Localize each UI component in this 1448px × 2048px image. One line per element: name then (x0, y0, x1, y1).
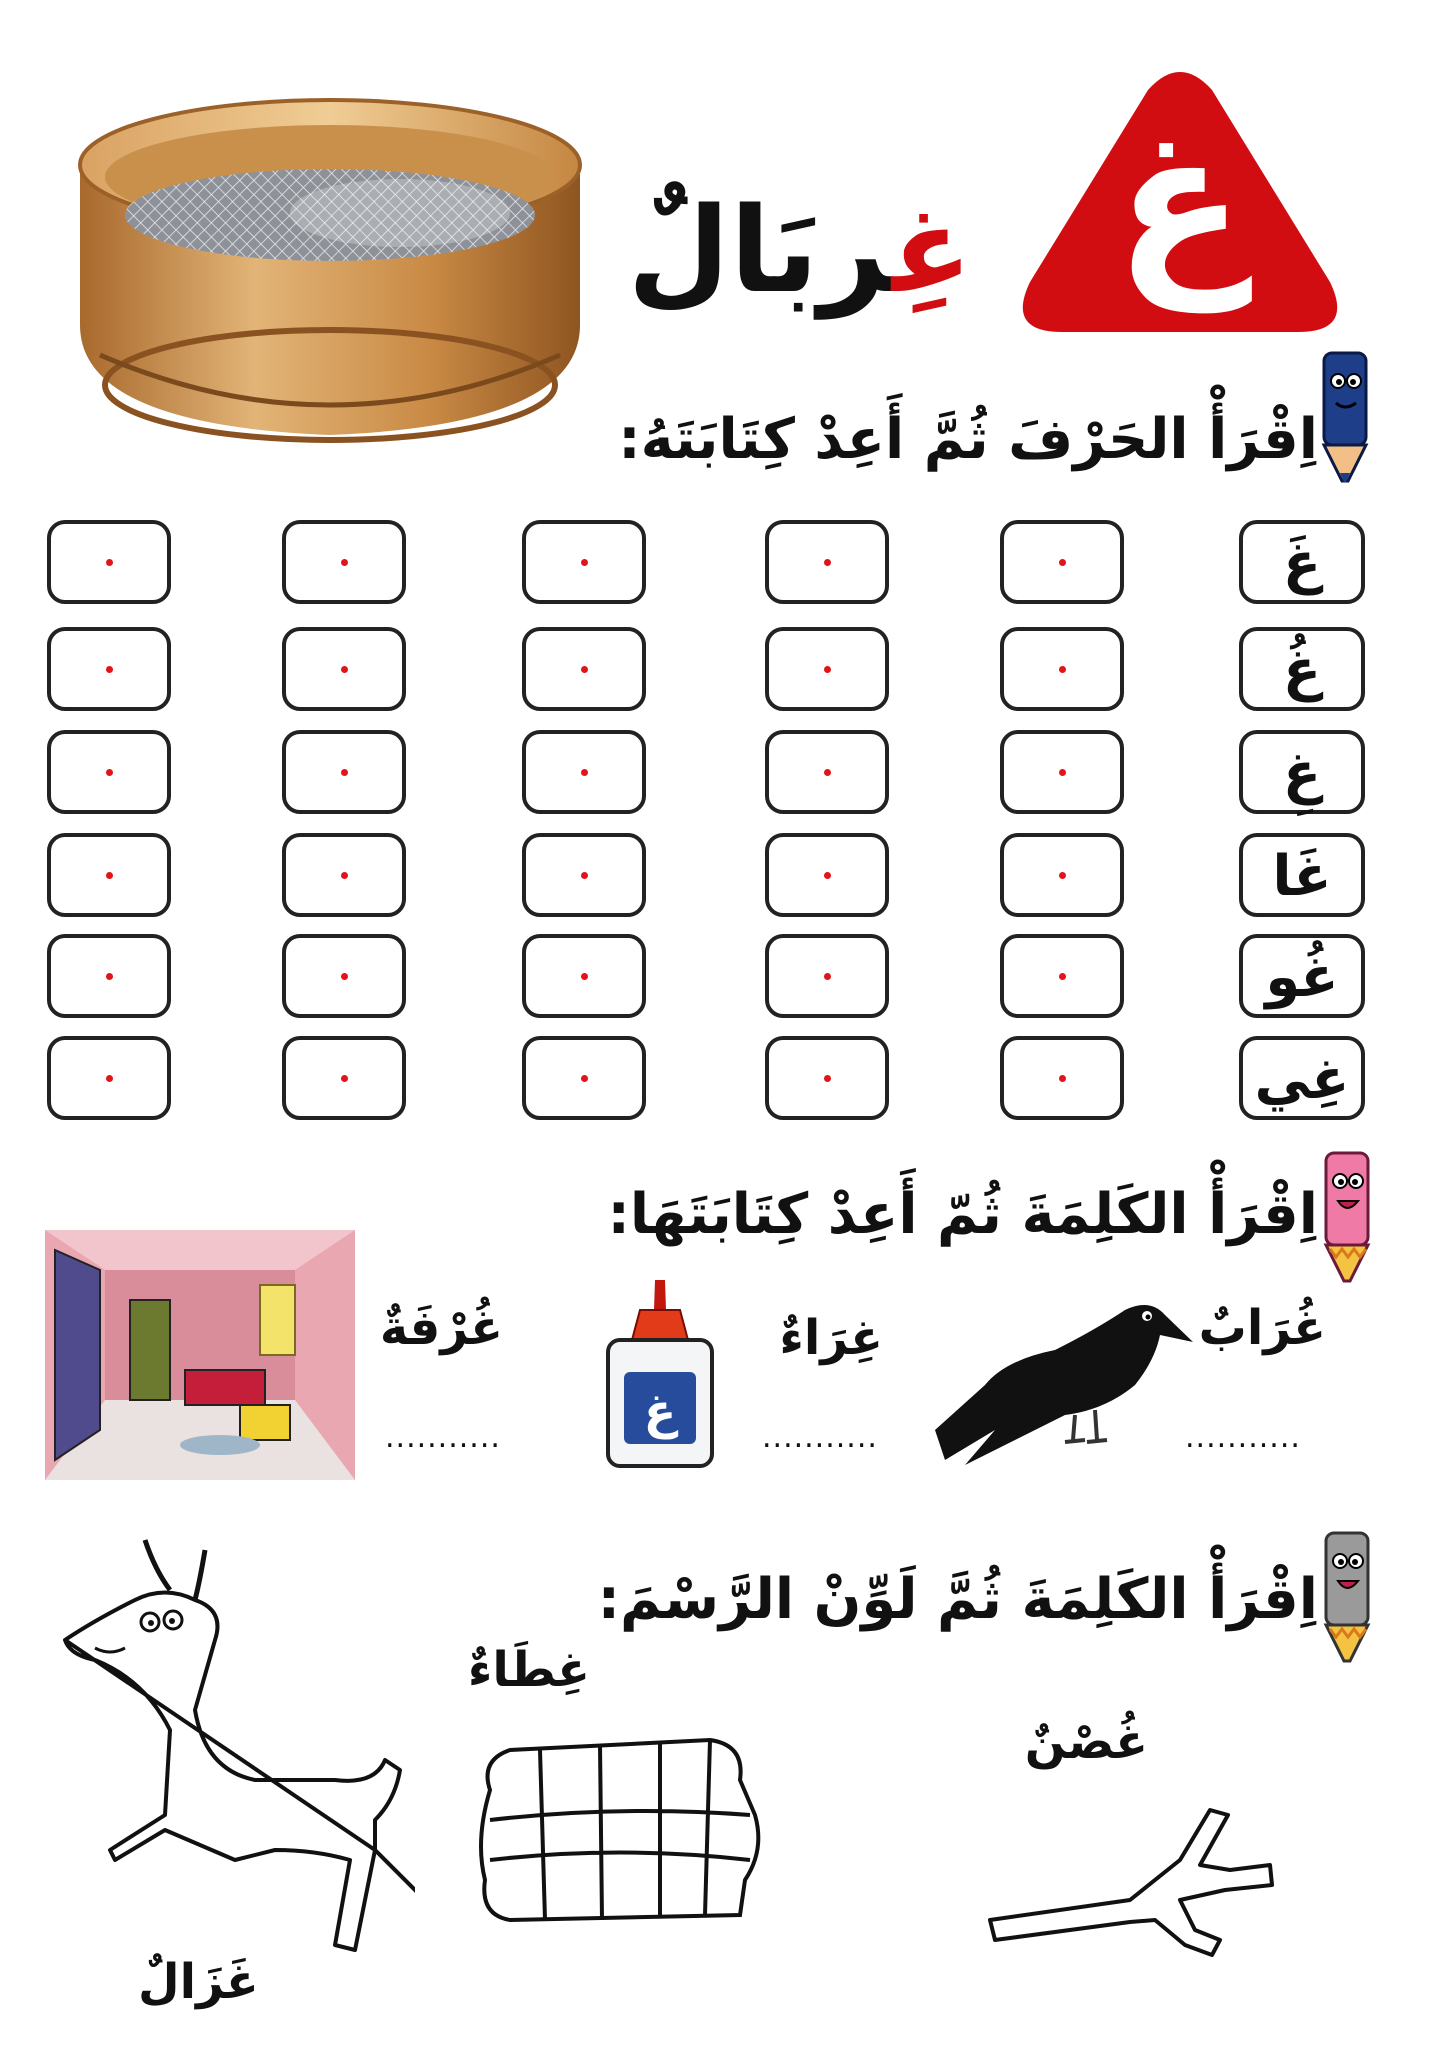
start-dot (106, 666, 113, 673)
writing-box[interactable] (282, 730, 406, 814)
start-dot (581, 973, 588, 980)
start-dot (106, 769, 113, 776)
writing-box[interactable] (1000, 1036, 1124, 1120)
start-dot (824, 769, 831, 776)
writing-box[interactable] (765, 833, 889, 917)
start-dot (341, 973, 348, 980)
writing-box[interactable] (282, 1036, 406, 1120)
start-dot (1059, 973, 1066, 980)
start-dot (581, 559, 588, 566)
writing-box[interactable] (522, 934, 646, 1018)
start-dot (106, 973, 113, 980)
writing-box[interactable] (522, 520, 646, 604)
start-dot (1059, 872, 1066, 879)
pencil-mascot-pink-icon (1312, 1145, 1382, 1285)
header-word-first-letter: غِ (891, 181, 973, 319)
word-branch: غُصْنٌ (1024, 1714, 1148, 1770)
start-dot (581, 1075, 588, 1082)
start-dot (341, 666, 348, 673)
branch-drawing (980, 1790, 1280, 1960)
start-dot (581, 769, 588, 776)
syllable-text: غُو (1265, 945, 1339, 1010)
word-cover: غِطَاءٌ (467, 1642, 590, 1698)
start-dot (824, 559, 831, 566)
start-dot (824, 666, 831, 673)
syllable-sample-cell (1239, 1036, 1365, 1120)
answer-line-crow[interactable]: ........... (1185, 1420, 1301, 1455)
writing-box[interactable] (47, 833, 171, 917)
writing-box[interactable] (282, 833, 406, 917)
start-dot (1059, 559, 1066, 566)
start-dot (1059, 1075, 1066, 1082)
writing-box[interactable] (47, 730, 171, 814)
section2-instruction: اِقْرَأْ الكَلِمَةَ ثُمّ أَعِدْ كِتَابَتَهَا: (607, 1182, 1318, 1247)
syllable-sample-cell (1239, 520, 1365, 604)
badge-letter: غ (1115, 91, 1245, 312)
start-dot (341, 559, 348, 566)
syllable-text: غَ (1282, 531, 1322, 596)
syllable-text: غُ (1282, 638, 1322, 703)
writing-box[interactable] (1000, 520, 1124, 604)
writing-box[interactable] (522, 627, 646, 711)
writing-box[interactable] (47, 1036, 171, 1120)
letter-triangle-badge (1018, 62, 1342, 352)
syllable-sample-cell (1239, 627, 1365, 711)
answer-line-room[interactable]: ........... (385, 1420, 501, 1455)
pencil-mascot-gray-icon (1312, 1525, 1382, 1665)
word-crow: غُرَابٌ (1198, 1300, 1326, 1356)
syllable-text: غِي (1254, 1047, 1350, 1112)
glue-bottle-image (600, 1280, 720, 1470)
start-dot (106, 1075, 113, 1082)
blanket-drawing (470, 1720, 770, 1930)
syllable-sample-cell (1239, 833, 1365, 917)
syllable-text: غَا (1272, 844, 1332, 909)
writing-box[interactable] (765, 1036, 889, 1120)
bedroom-image (45, 1230, 355, 1480)
writing-box[interactable] (522, 833, 646, 917)
start-dot (1059, 666, 1066, 673)
writing-box[interactable] (522, 730, 646, 814)
writing-box[interactable] (282, 627, 406, 711)
writing-box[interactable] (765, 520, 889, 604)
writing-box[interactable] (765, 627, 889, 711)
writing-box[interactable] (765, 934, 889, 1018)
section1-instruction: اِقْرَأْ الحَرْفَ ثُمَّ أَعِدْ كِتَابَتَهُ: (618, 407, 1318, 472)
writing-box[interactable] (522, 1036, 646, 1120)
start-dot (581, 872, 588, 879)
sieve-image (70, 95, 590, 455)
writing-box[interactable] (1000, 833, 1124, 917)
crow-image (925, 1290, 1195, 1465)
start-dot (106, 559, 113, 566)
writing-box[interactable] (1000, 627, 1124, 711)
start-dot (1059, 769, 1066, 776)
svg-text:غ: غ (643, 1384, 677, 1440)
writing-box[interactable] (282, 520, 406, 604)
syllable-sample-cell (1239, 934, 1365, 1018)
start-dot (824, 973, 831, 980)
start-dot (341, 872, 348, 879)
start-dot (824, 872, 831, 879)
writing-box[interactable] (47, 520, 171, 604)
start-dot (581, 666, 588, 673)
header-word (620, 175, 980, 335)
answer-line-glue[interactable]: ........... (762, 1420, 878, 1455)
gazelle-drawing (55, 1530, 415, 1970)
writing-box[interactable] (47, 627, 171, 711)
writing-box[interactable] (1000, 934, 1124, 1018)
section3-instruction: اِقْرَأْ الكَلِمَةَ ثُمَّ لَوِّنْ الرَّسْمَ: (597, 1567, 1318, 1632)
start-dot (341, 769, 348, 776)
start-dot (106, 872, 113, 879)
writing-box[interactable] (765, 730, 889, 814)
word-gazelle: غَزَالٌ (138, 1954, 259, 2010)
syllable-text: غِ (1282, 741, 1322, 806)
syllable-sample-cell (1239, 730, 1365, 814)
word-room: غُرْفَةٌ (379, 1300, 503, 1356)
word-glue: غِرَاءٌ (779, 1310, 883, 1366)
start-dot (824, 1075, 831, 1082)
writing-box[interactable] (47, 934, 171, 1018)
writing-box[interactable] (1000, 730, 1124, 814)
header-word-rest: ربَالٌ (627, 181, 892, 319)
start-dot (341, 1075, 348, 1082)
pencil-mascot-icon (1310, 345, 1380, 485)
writing-box[interactable] (282, 934, 406, 1018)
